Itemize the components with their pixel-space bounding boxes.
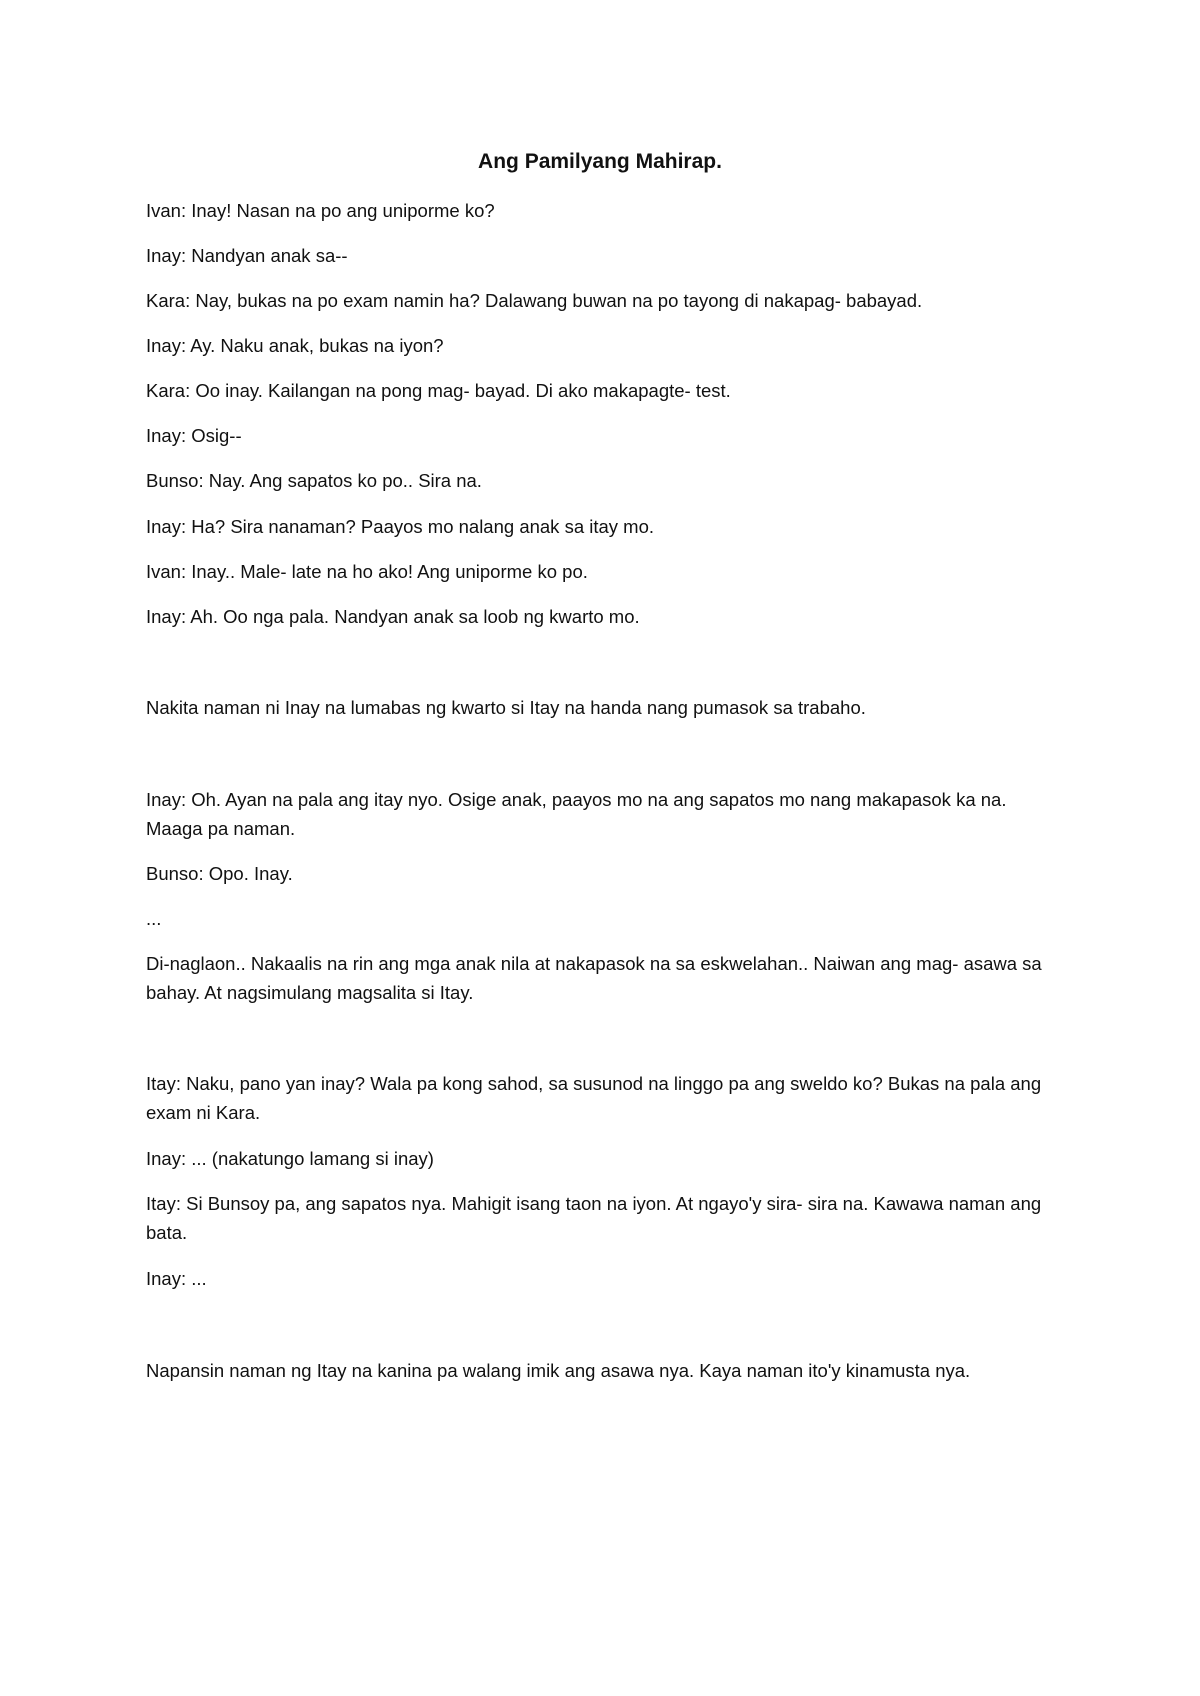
dialogue-line: Inay: Oh. Ayan na pala ang itay nyo. Osige anak, paayos mo na ang sapatos mo nang makapasok ka na. Maaga pa naman. <box>146 789 1007 839</box>
dialogue-line: Inay: ... (nakatungo lamang si inay) <box>146 1148 434 1169</box>
narration-paragraph: Di-naglaon.. Nakaalis na rin ang mga anak nila at nakapasok na sa eskwelahan.. Naiwan ang mag- asawa sa bahay. At nagsimulang magsalita si Itay. <box>146 953 1042 1003</box>
dialogue-line: Inay: Ah. Oo nga pala. Nandyan anak sa loob ng kwarto mo. <box>146 606 640 627</box>
dialogue-line: Bunso: Nay. Ang sapatos ko po.. Sira na. <box>146 470 482 491</box>
dialogue-line: Inay: Nandyan anak sa-- <box>146 245 348 266</box>
dialogue-line: Inay: ... <box>146 1268 207 1289</box>
ellipsis-line: ... <box>146 908 162 929</box>
document-title: Ang Pamilyang Mahirap. <box>478 150 722 173</box>
dialogue-line: Ivan: Inay! Nasan na po ang uniporme ko? <box>146 200 495 221</box>
dialogue-line: Itay: Si Bunsoy pa, ang sapatos nya. Mahigit isang taon na iyon. At ngayo'y sira- sira na. Kawawa naman ang bata. <box>146 1193 1042 1243</box>
dialogue-line: Bunso: Opo. Inay. <box>146 863 293 884</box>
dialogue-line: Inay: Ha? Sira nanaman? Paayos mo nalang anak sa itay mo. <box>146 516 655 537</box>
narration-paragraph: Napansin naman ng Itay na kanina pa walang imik ang asawa nya. Kaya naman ito'y kinamusta nya. <box>146 1360 971 1381</box>
narration-paragraph: Nakita naman ni Inay na lumabas ng kwarto si Itay na handa nang pumasok sa trabaho. <box>146 697 866 718</box>
dialogue-line: Inay: Ay. Naku anak, bukas na iyon? <box>146 335 444 356</box>
dialogue-line: Itay: Naku, pano yan inay? Wala pa kong sahod, sa susunod na linggo pa ang sweldo ko? Bukas na pala ang exam ni Kara. <box>146 1073 1042 1123</box>
dialogue-line: Ivan: Inay.. Male- late na ho ako! Ang uniporme ko po. <box>146 561 588 582</box>
dialogue-line: Kara: Oo inay. Kailangan na pong mag- bayad. Di ako makapagte- test. <box>146 380 731 401</box>
dialogue-line: Inay: Osig-- <box>146 425 242 446</box>
dialogue-line: Kara: Nay, bukas na po exam namin ha? Dalawang buwan na po tayong di nakapag- babayad. <box>146 290 923 311</box>
